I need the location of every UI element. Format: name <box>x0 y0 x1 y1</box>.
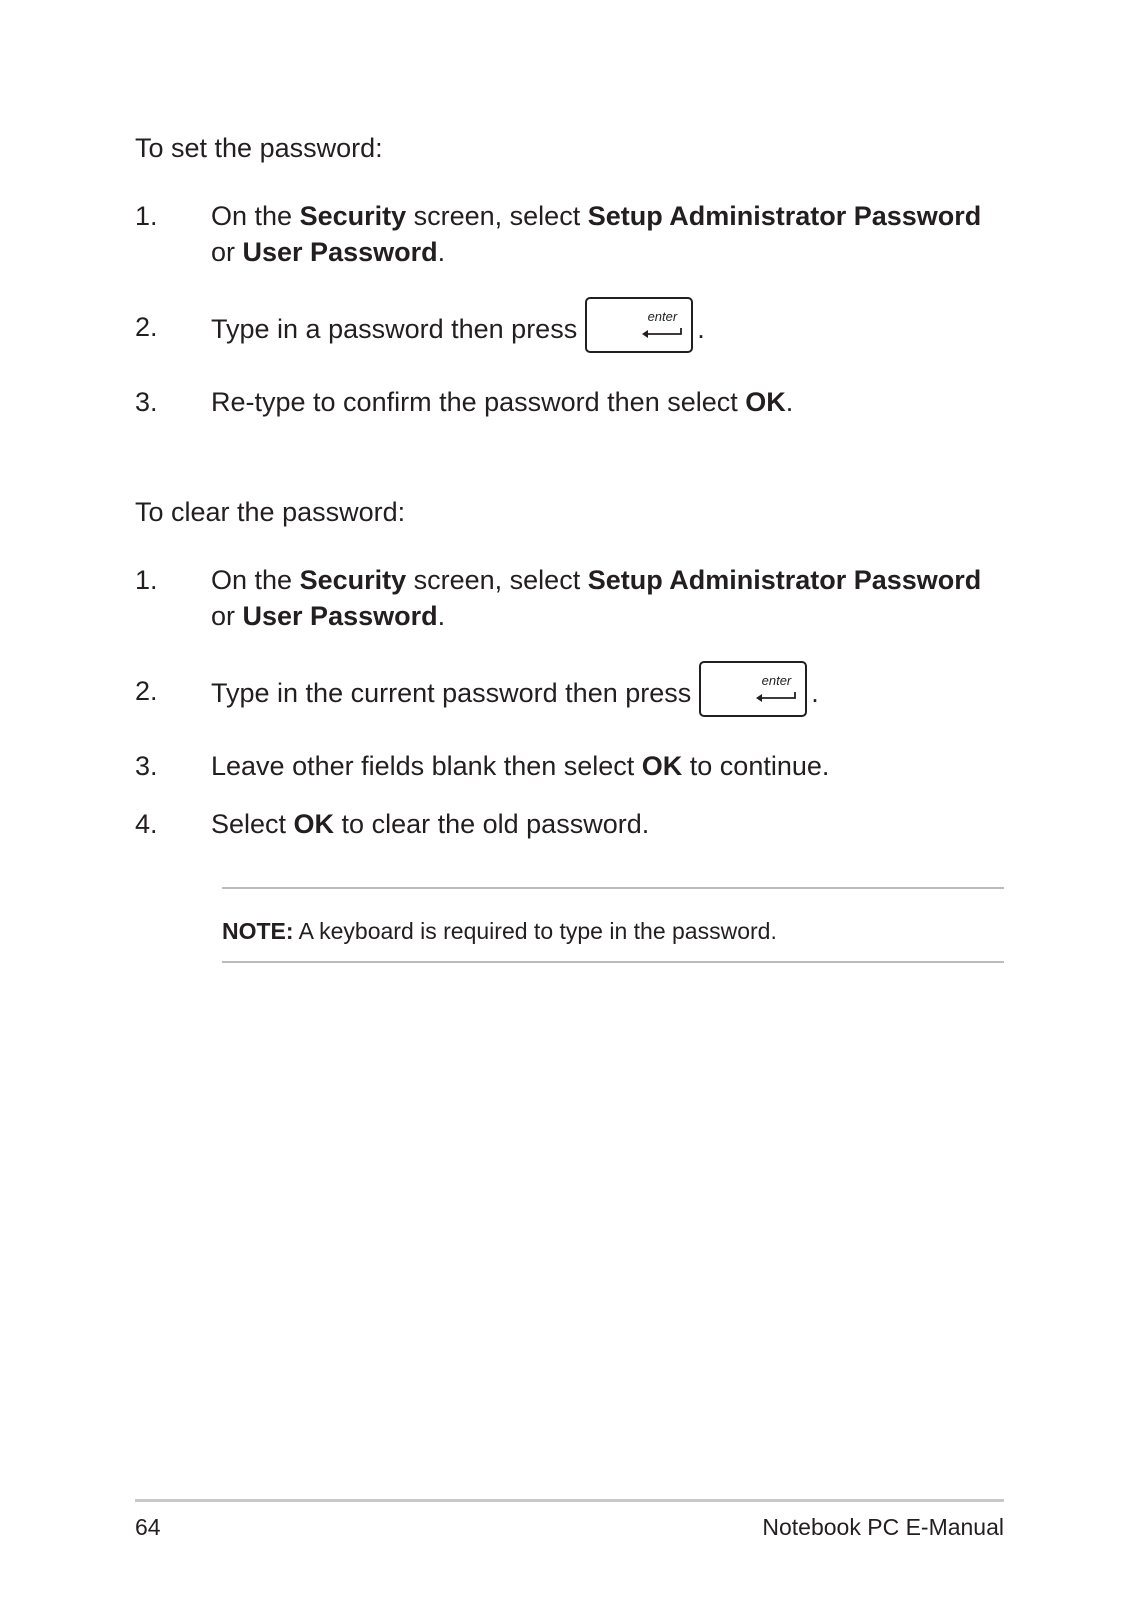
step-text: Leave other fields blank then select OK to continue. <box>211 751 830 781</box>
manual-title: Notebook PC E-Manual <box>762 1514 1004 1540</box>
enter-arrow-icon <box>641 327 683 339</box>
clear-password-heading: To clear the password: <box>135 497 406 527</box>
step-number: 4. <box>135 809 158 839</box>
step-number: 3. <box>135 387 158 417</box>
enter-arrow-icon <box>755 691 797 703</box>
enter-key-label: enter <box>647 309 678 324</box>
step-number: 1. <box>135 201 158 231</box>
step-text: On the Security screen, select Setup Administrator Password or User Password. <box>211 201 982 267</box>
step-text: Type in a password then press enter . <box>211 309 1011 353</box>
note-bottom-rule <box>222 961 1004 963</box>
note-label: NOTE: <box>222 918 294 944</box>
enter-key <box>585 297 693 353</box>
note <box>222 916 777 946</box>
note-text: A keyboard is required to type in the password. <box>293 918 777 944</box>
step-text: On the Security screen, select Setup Administrator Password or User Password. <box>211 565 982 631</box>
step-number: 2. <box>135 312 158 342</box>
note-top-rule <box>222 887 1004 889</box>
step-text: Re-type to confirm the password then select OK. <box>211 387 794 417</box>
page-number: 64 <box>135 1514 161 1540</box>
set-password-heading: To set the password: <box>135 133 383 163</box>
enter-key-label: enter <box>761 673 792 688</box>
step-number: 3. <box>135 751 158 781</box>
step-text: Type in the current password then press enter . <box>211 673 1011 717</box>
footer-rule <box>135 1499 1004 1502</box>
step-number: 2. <box>135 676 158 706</box>
enter-key <box>699 661 807 717</box>
step-text: Select OK to clear the old password. <box>211 809 650 839</box>
step-number: 1. <box>135 565 158 595</box>
